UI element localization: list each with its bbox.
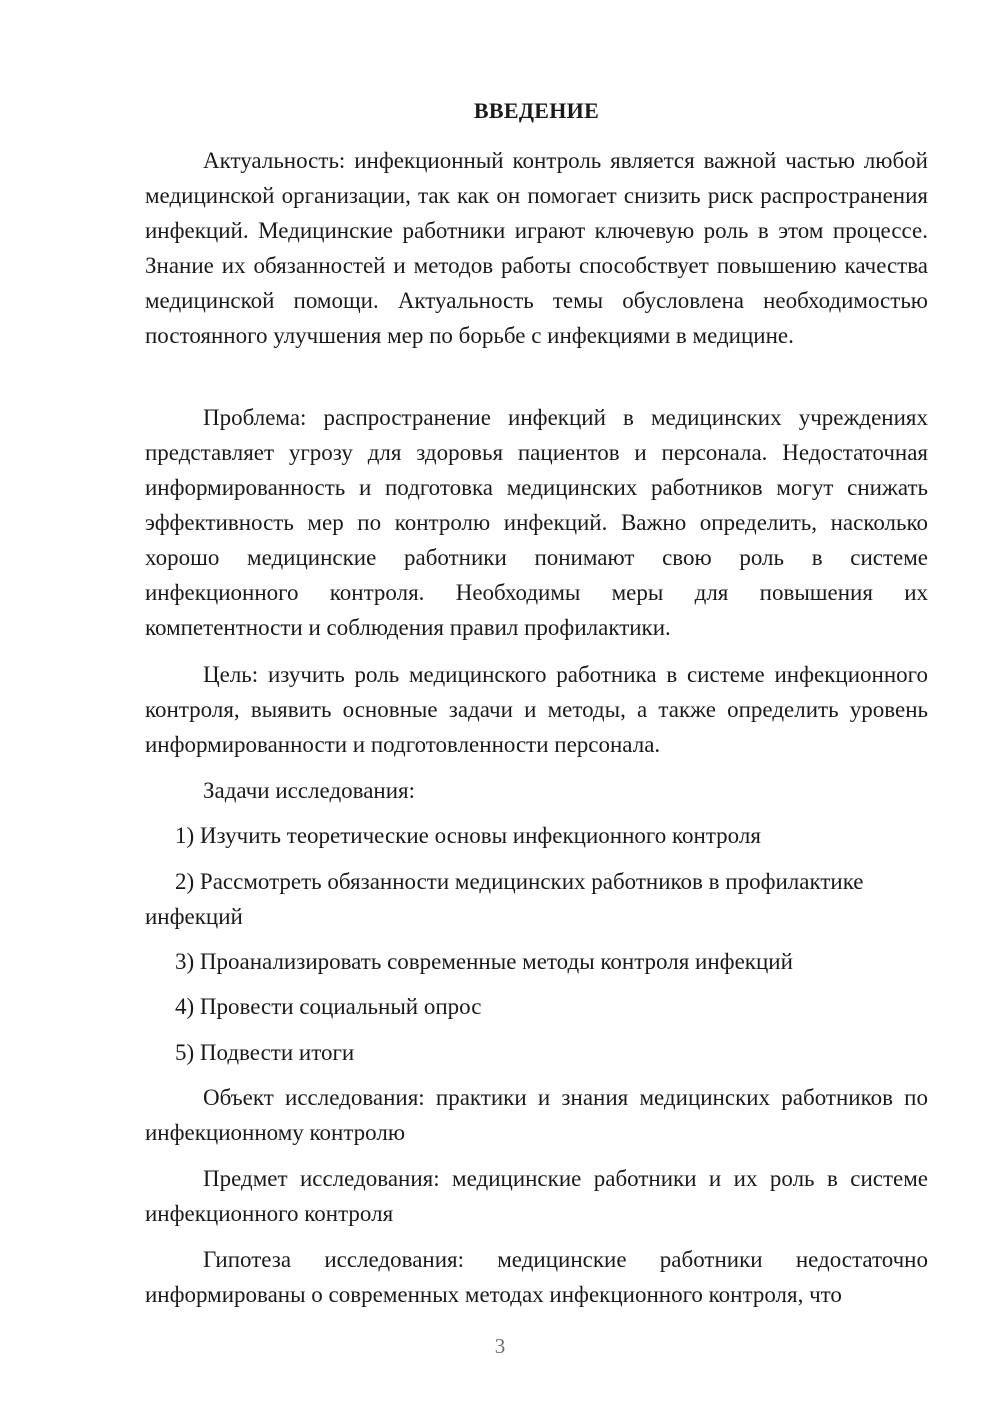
tasks-heading: Задачи исследования:: [203, 778, 416, 803]
hypothesis-paragraph: Гипотеза исследования: медицинские работники недостаточно информированы о современных методах инфекционного контроля, что: [145, 1247, 928, 1307]
problem-paragraph: Проблема: распространение инфекций в медицинских учреждениях представляет угрозу для здоровья пациентов и персонала. Недостаточная информированность и подготовка медицинских работников могут снижать эффективность мер по контролю инфекций. Важно определить, насколько хорошо медицинские работники понимают свою роль в системе инфекционного контроля. Необходимы меры для повышения их компетентности и соблюдения правил профилактики.: [145, 405, 928, 640]
section-title: ВВЕДЕНИЕ: [473, 98, 600, 123]
task-item: 1) Изучить теоретические основы инфекционного контроля: [175, 823, 761, 848]
task-item: 2) Рассмотреть обязанности медицинских работников в профилактике инфекций: [145, 869, 864, 929]
subject-paragraph: Предмет исследования: медицинские работники и их роль в системе инфекционного контроля: [145, 1166, 928, 1226]
goal-paragraph: Цель: изучить роль медицинского работника в системе инфекционного контроля, выявить основные задачи и методы, а также определить уровень информированности и подготовленности персонала.: [145, 662, 928, 757]
task-item: 5) Подвести итоги: [175, 1040, 355, 1065]
task-item: 3) Проанализировать современные методы контроля инфекций: [175, 949, 793, 974]
relevance-paragraph: Актуальность: инфекционный контроль является важной частью любой медицинской организации, так как он помогает снизить риск распространения инфекций. Медицинские работники играют ключевую роль в этом процессе. Знание их обязанностей и методов работы способствует повышению качества медицинской помощи. Актуальность темы обусловлена необходимостью постоянного улучшения мер по борьбе с инфекциями в медицине.: [145, 148, 928, 348]
task-item: 4) Провести социальный опрос: [175, 994, 482, 1019]
object-paragraph: Объект исследования: практики и знания медицинских работников по инфекционному контролю: [145, 1085, 928, 1145]
page-number: 3: [494, 1334, 506, 1358]
